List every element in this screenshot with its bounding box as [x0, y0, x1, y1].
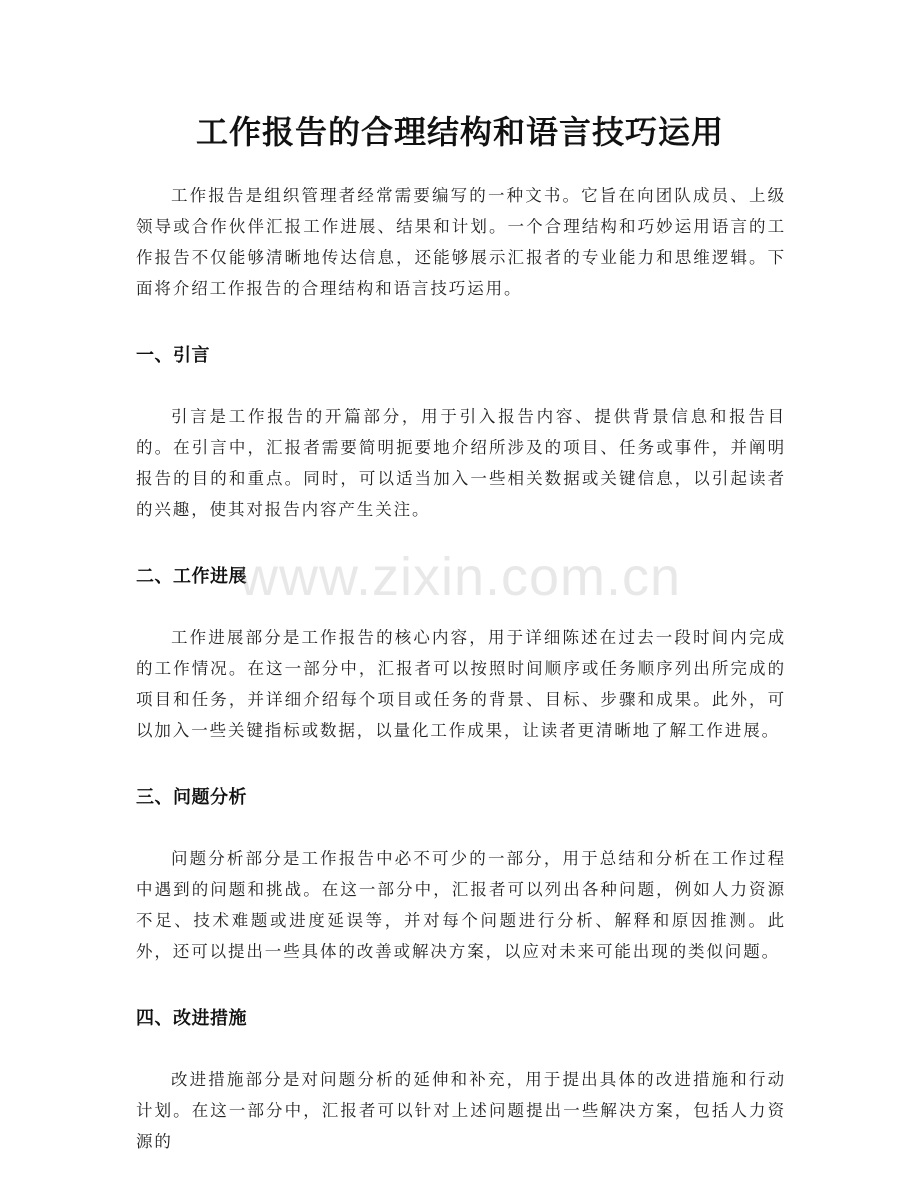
intro-paragraph: 工作报告是组织管理者经常需要编写的一种文书。它旨在向团队成员、上级领导或合作伙伴汇报工作进展、结果和计划。一个合理结构和巧妙运用语言的工作报告不仅能够清晰地传达信息，还能够展示汇报者的专业能力和思维逻辑。下面将介绍工作报告的合理结构和语言技巧运用。 [136, 186, 786, 298]
section-heading-progress: 二、工作进展 [136, 566, 247, 587]
watermark: www.zixin.com.cn [238, 547, 682, 607]
section-paragraph-problems: 问题分析部分是工作报告中必不可少的一部分，用于总结和分析在工作过程中遇到的问题和挑战。在这一部分中，汇报者可以列出各种问题，例如人力资源不足、技术难题或进度延误等，并对每个问题进行分析、解释和原因推测。此外，还可以提出一些具体的改善或解决方案，以应对未来可能出现的类似问题。 [136, 849, 786, 961]
section-heading-introduction: 一、引言 [136, 345, 210, 366]
section-paragraph-improvements: 改进措施部分是对问题分析的延伸和补充，用于提出具体的改进措施和行动计划。在这一部分中，汇报者可以针对上述问题提出一些解决方案，包括人力资源的 [136, 1070, 786, 1151]
section-heading-improvements: 四、改进措施 [136, 1008, 247, 1029]
document-body [136, 180, 786, 1157]
section-heading-problems: 三、问题分析 [136, 787, 247, 808]
section-paragraph-introduction: 引言是工作报告的开篇部分，用于引入报告内容、提供背景信息和报告目的。在引言中，汇报者需要简明扼要地介绍所涉及的项目、任务或事件，并阐明报告的目的和重点。同时，可以适当加入一些相关数据或关键信息，以引起读者的兴趣，使其对报告内容产生关注。 [136, 407, 786, 519]
document-title: 工作报告的合理结构和语言技巧运用 [195, 113, 724, 151]
section-paragraph-progress: 工作进展部分是工作报告的核心内容，用于详细陈述在过去一段时间内完成的工作情况。在这一部分中，汇报者可以按照时间顺序或任务顺序列出所完成的项目和任务，并详细介绍每个项目或任务的背景、目标、步骤和成果。此外，可以加入一些关键指标或数据，以量化工作成果，让读者更清晰地了解工作进展。 [136, 628, 786, 740]
